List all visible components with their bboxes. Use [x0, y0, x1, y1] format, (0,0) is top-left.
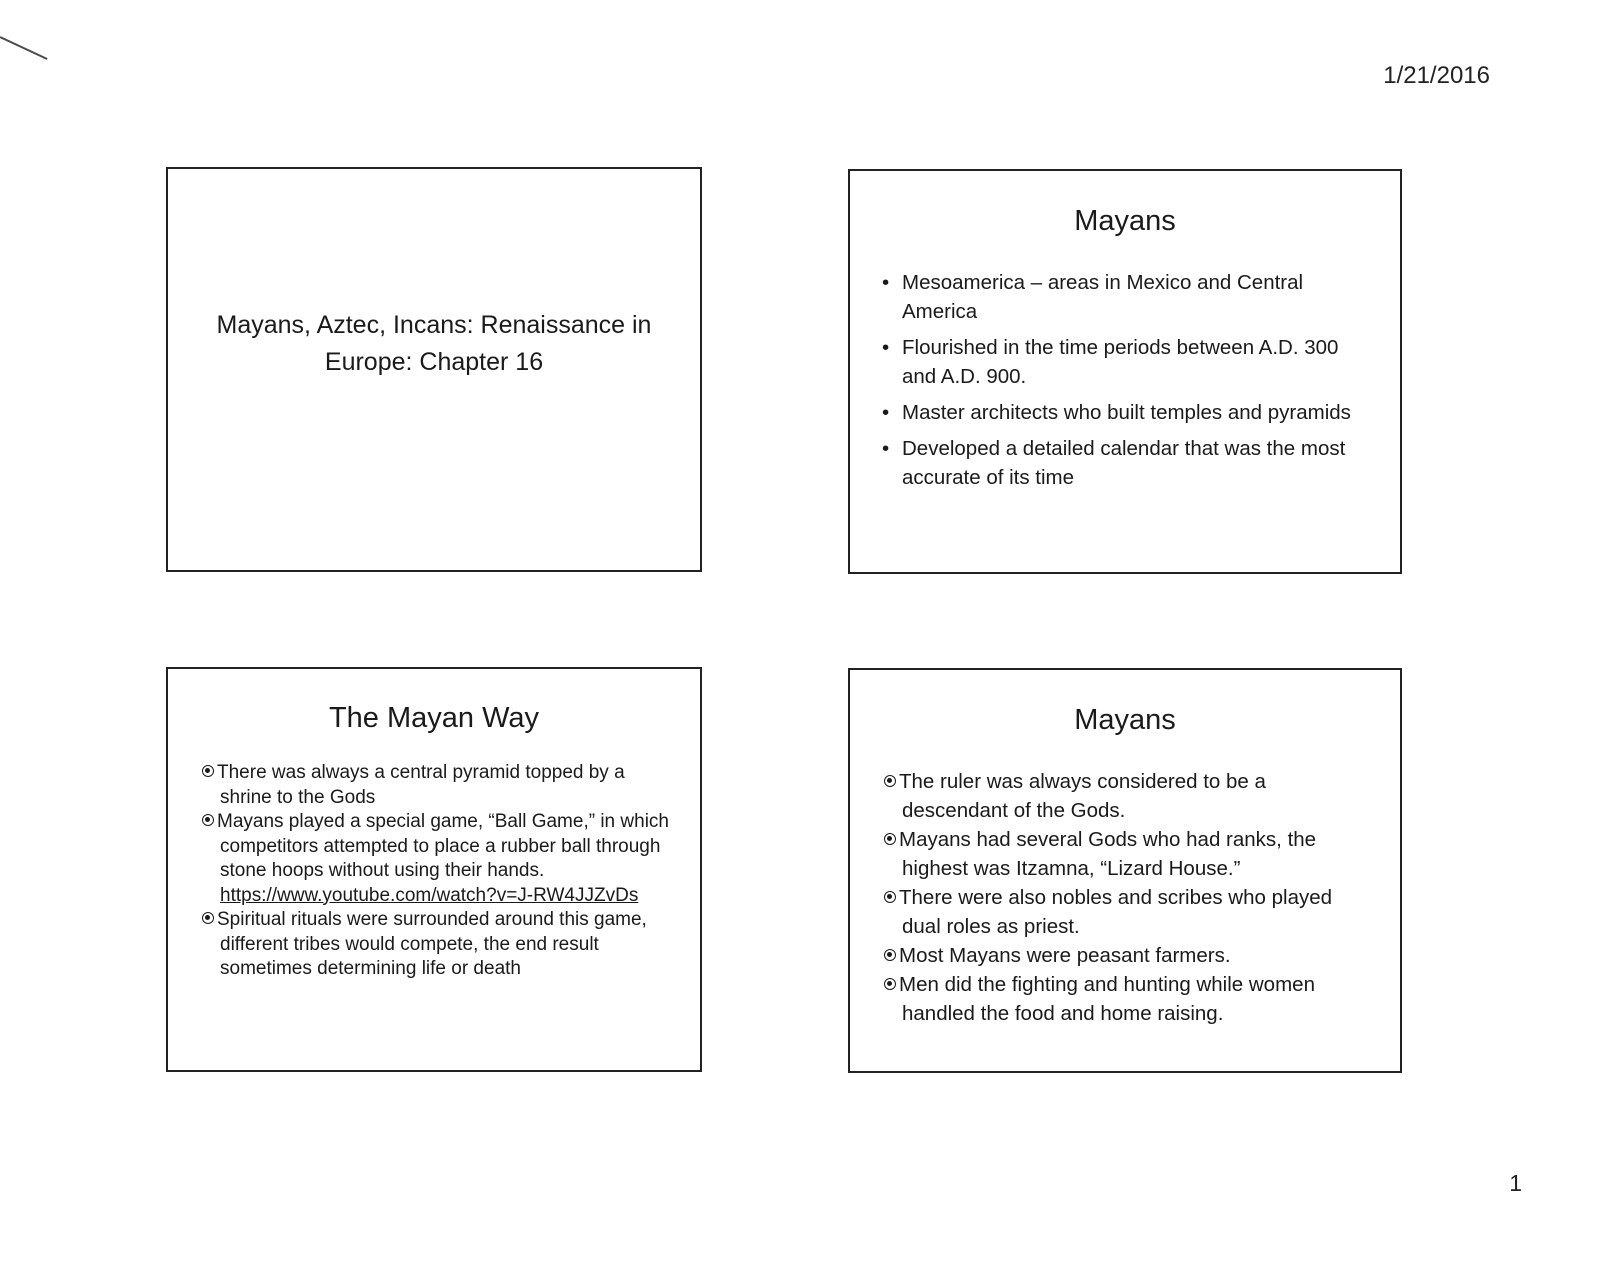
bullet-dot-icon: • — [882, 336, 890, 359]
list-item: There was always a central pyramid topped by a shrine to the Gods — [202, 761, 670, 810]
print-date: 1/21/2016 — [1383, 62, 1490, 89]
list-item: Mayans played a special game, “Ball Game,” in which competitors attempted to place a rubber ball through stone hoops without using their hands. https://www.youtube.com/watch?v=J-RW4JJZvDs — [202, 810, 670, 908]
target-bullet-icon — [884, 891, 896, 903]
bullet-dot-icon: • — [882, 401, 890, 424]
list-item: There were also nobles and scribes who played dual roles as priest. — [884, 883, 1370, 941]
target-bullet-icon — [884, 775, 896, 787]
scan-mark — [0, 36, 48, 60]
list-item: Spiritual rituals were surrounded around this game, different tribes would compete, the end result sometimes determining life or death — [202, 908, 670, 982]
slide-2-title: Mayans — [1074, 205, 1176, 237]
bullet-dot-icon: • — [882, 437, 890, 460]
slide-3-title: The Mayan Way — [328, 702, 540, 734]
slide-1 — [166, 167, 702, 572]
slide-3-bullet-list — [168, 761, 700, 982]
slide-3 — [166, 667, 702, 1072]
list-item: • Flourished in the time periods between A.D. 300 and A.D. 900. — [902, 333, 1360, 391]
youtube-link[interactable]: https://www.youtube.com/watch?v=J-RW4JJZvDs — [220, 884, 639, 906]
list-item: • Mesoamerica – areas in Mexico and Central America — [902, 268, 1360, 326]
list-item: The ruler was always considered to be a descendant of the Gods. — [884, 767, 1370, 825]
slide-4 — [848, 668, 1402, 1073]
target-bullet-icon — [202, 814, 214, 826]
list-item: • Developed a detailed calendar that was the most accurate of its time — [902, 434, 1360, 492]
target-bullet-icon — [884, 833, 896, 845]
target-bullet-icon — [202, 912, 214, 924]
target-bullet-icon — [202, 765, 214, 777]
list-item: Mayans had several Gods who had ranks, the highest was Itzamna, “Lizard House.” — [884, 825, 1370, 883]
slide-2-bullet-list — [850, 268, 1400, 492]
list-item: Most Mayans were peasant farmers. — [884, 941, 1370, 970]
page-number: 1 — [1509, 1170, 1522, 1196]
target-bullet-icon — [884, 978, 896, 990]
slide-2 — [848, 169, 1402, 574]
list-item: • Master architects who built temples and pyramids — [902, 398, 1360, 427]
slide-4-bullet-list — [850, 767, 1400, 1028]
target-bullet-icon — [884, 949, 896, 961]
slide-1-title: Mayans, Aztec, Incans: Renaissance in Europe: Chapter 16 — [216, 311, 652, 376]
bullet-dot-icon: • — [882, 271, 890, 294]
list-item: Men did the fighting and hunting while women handled the food and home raising. — [884, 970, 1370, 1028]
slide-4-title: Mayans — [1074, 704, 1176, 736]
